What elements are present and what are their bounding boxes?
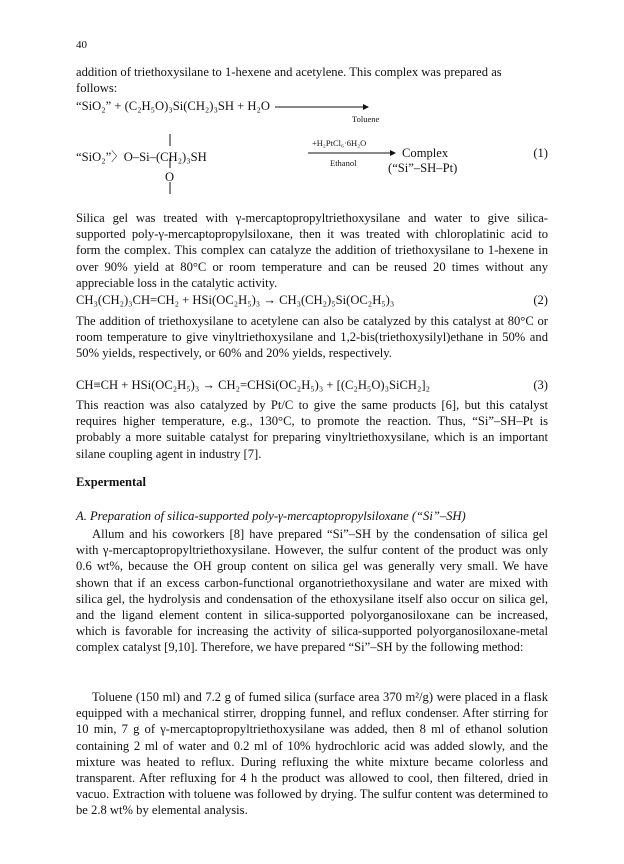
reaction-1 — [76, 132, 548, 194]
page-number: 40 — [76, 39, 87, 51]
reaction-1-product: Complex — [402, 146, 449, 160]
subsection-heading: A. Preparation of silica-supported poly-γ-mercaptopropylsiloxane (“Si”–SH) — [76, 509, 466, 523]
equation-number-3: (3) — [533, 378, 548, 392]
reaction-1-product-sub: (“Si”–SH–Pt) — [388, 161, 458, 175]
reaction-2 — [76, 293, 548, 308]
section-heading: Expermental — [76, 475, 146, 489]
reaction-a-solvent: Toluene — [352, 114, 380, 124]
reaction-1-reagent-bottom: Ethanol — [330, 158, 357, 168]
paragraph-4-text: Allum and his coworkers [8] have prepared “Si”–SH by the condensation of silica gel with γ-mercaptopropyltriethoxysilane. However, the sulfur content of the product was only 0.6 wt%, because the OH group content on silica gel was generally very small. We have shown that if an excess carbon-functional organotriethoxysilane and water are mixed with silica gel, the hydrolysis and condensation of the ethoxysilane itself also occur on silica gel, and the ligand element content in silica-supported polyorganosiloxane can be increased, which is favorable for increasing the activity of silica-supported polyorganosiloxane-metal complex catalyst [9,10]. Therefore, we have prepared “Si”–SH by the following method: — [76, 527, 548, 655]
intro-line-2: follows: — [76, 81, 118, 96]
paragraph-2-text: The addition of triethoxysilane to acetylene can also be catalyzed by this catalyst at 80°C or room temperature to give vinyltriethoxysilane and 1,2-bis(triethoxysilyl)ethane in 50% and 50% yields, respectively, or 60% and 20% yields, respectively. — [76, 314, 548, 361]
paragraph-1-text: Silica gel was treated with γ-mercaptopropyltriethoxysilane and water to give silica-supported poly-γ-mercaptopropylsiloxane, then it was treated with chloroplatinic acid to form the complex. This complex can catalyze the addition of triethoxysilane to 1-hexene in over 90% yield at 80°C or room temperature and can be reused 20 times without any appreciable loss in the catalytic activity. — [76, 211, 548, 290]
reaction-1-reagent-top: +H₂PtCl₆·6H₂O — [312, 138, 367, 148]
paragraph-5-text: Toluene (150 ml) and 7.2 g of fumed silica (surface area 370 m²/g) were placed in a flask equipped with a mechanical stirrer, dropping funnel, and reflux condenser. After stirring for 10 min, 7 g of γ-mercaptopropyltriethoxysilane was added, then 8 ml of ethanol solution containing 2 ml of water and 0.2 ml of 10% hydrochloric acid was added slowly, and the mixture was heated to reflux. During refluxing the white mixture became colorless and transparent. After refluxing for 4 h the product was allowed to cool, then filtered, dried in vacuo. Extraction with toluene was followed by drying. The sulfur content was determined to be 2.8 wt% by elemental analysis. — [76, 690, 548, 818]
paragraph-2 — [76, 313, 548, 362]
reaction-3-text: CH≡CH + HSi(OC₂H₅)₃ → CH₂=CHSi(OC₂H₅)₃ + [(C₂H₅O)₃SiCH₂]₂ — [76, 378, 430, 392]
reaction-a — [76, 99, 548, 124]
reaction-1-oxygen: O — [165, 170, 175, 184]
paragraph-1 — [76, 210, 548, 291]
paragraph-3 — [76, 397, 548, 462]
reaction-1-left: “SiO₂”〉O–Si–(CH₂)₃SH — [76, 150, 207, 164]
reaction-arrow-icon — [273, 102, 369, 112]
intro-line-1: addition of triethoxysilane to 1-hexene and acetylene. This complex was prepared as — [76, 65, 502, 79]
reaction-2-text: CH₃(CH₂)₃CH=CH₂ + HSi(OC₂H₅)₃ → CH₃(CH₂)₅Si(OC₂H₅)₃ — [76, 293, 395, 307]
paragraph-3-text: This reaction was also catalyzed by Pt/C to give the same products [6], but this catalyst requires higher temperature, e.g., 130°C, to promote the reaction. Thus, “Si”–SH–Pt is probably a more suitable catalyst for preparing vinyltriethoxysilane, which is an important silane coupling agent in industry [7]. — [76, 398, 548, 461]
intro-paragraph — [76, 64, 548, 96]
reaction-a-lhs: “SiO₂” + (C₂H₅O)₃Si(CH₂)₃SH + H₂O — [76, 99, 270, 113]
paragraph-5 — [76, 689, 548, 819]
equation-number-1: (1) — [533, 146, 548, 160]
paragraph-4 — [76, 526, 548, 656]
equation-number-2: (2) — [533, 293, 548, 307]
reaction-3 — [76, 378, 548, 393]
